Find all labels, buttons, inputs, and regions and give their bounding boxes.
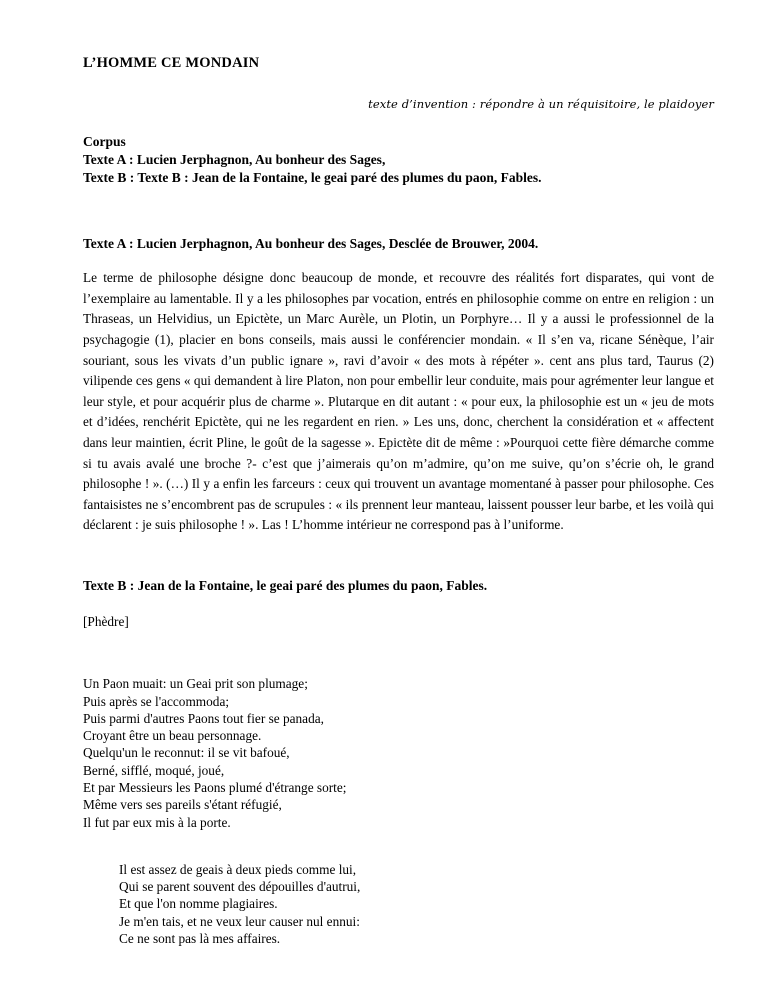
poem-line: Il est assez de geais à deux pieds comme lui, <box>119 861 357 877</box>
corpus-label: Corpus <box>83 134 126 150</box>
poem-line: Et que l'on nomme plagiaires. <box>119 896 278 912</box>
poem-line: Quelqu'un le reconnut: il se vit bafoué, <box>83 745 290 761</box>
poem-line: Berné, sifflé, moqué, joué, <box>83 762 225 778</box>
poem-line: Un Paon muait: un Geai prit son plumage; <box>83 676 308 692</box>
poem-stanza-1 <box>83 675 714 831</box>
texte-a-heading: Texte A : Lucien Jerphagnon, Au bonheur des Sages, Desclée de Brouwer, 2004. <box>83 235 539 251</box>
poem-line: Je m'en tais, et ne veux leur causer nul ennui: <box>119 913 360 929</box>
poem-line: Croyant être un beau personnage. <box>83 728 262 744</box>
corpus-entry-a: Texte A : Lucien Jerphagnon, Au bonheur des Sages, <box>83 152 386 167</box>
page-title: L’HOMME CE MONDAIN <box>83 55 260 71</box>
texte-b-heading: Texte B : Jean de la Fontaine, le geai paré des plumes du paon, Fables. <box>83 578 488 594</box>
poem-line: Et par Messieurs les Paons plumé d'étrange sorte; <box>83 779 347 795</box>
poem-line: Il fut par eux mis à la porte. <box>83 814 231 830</box>
corpus-entry-b: Texte B : Texte B : Jean de la Fontaine, le geai paré des plumes du paon, Fables. <box>83 169 542 185</box>
corpus-block <box>83 133 714 186</box>
poem-stanza-2 <box>119 861 714 947</box>
poem-line: Même vers ses pareils s'étant réfugié, <box>83 797 282 813</box>
document-content <box>83 55 714 947</box>
invention-note: texte d’invention : répondre à un réquisitoire, le plaidoyer <box>368 97 714 112</box>
poem-line: Ce ne sont pas là mes affaires. <box>119 930 281 946</box>
texte-b-source-note: [Phèdre] <box>83 613 129 629</box>
poem-line: Puis parmi d'autres Paons tout fier se panada, <box>83 710 324 726</box>
poem-line: Puis après se l'accommoda; <box>83 693 230 709</box>
poem-line: Qui se parent souvent des dépouilles d'autrui, <box>119 879 361 895</box>
texte-a-body: Le terme de philosophe désigne donc beaucoup de monde, et recouvre des réalités fort disparates, qui vont de l’exemplaire au lamentable. Il y a les philosophes par vocation, entrés en philosophie comme on entre en religion : un Thraseas, un Helvidius, un Epictète, un Marc Aurèle, un Plotin, un Porphyre… Il y a aussi le professionnel de la psychagogie (1), placier en bons conseils, mais aussi le conférencier mondain. « Il s’en va, ricane Sénèque, l’air souriant, sous les vivats d’un public ignare », ravi d’avoir « des mots à répéter ». cent ans plus tard, Taurus (2) vilipende ces gens « qui demandent à lire Platon, non pour embellir leur conduite, mais pour agrémenter leur langue et leur style, et pour acquérir plus de charme ». Plutarque en dit autant : « pour eux, la philosophie est un « jeu de mots et d’idées, renchérit Epictète, qui ne les regardent en rien. » Les uns, donc, cherchent la considération et « affectent dans leur maintien, écrit Pline, le goût de la sagesse ». Epictète dit de même : »Pourquoi cette fière démarche comme si tu avais avalé une broche ?- c’est que j’aimerais qu’on m’admire, qu’on me suive, qu’on s’écrie oh, le grand philosophe ! ». (…) Il y a enfin les farceurs : ceux qui trouvent un avantage momentané à passer pour philosophe. Ces fantaisistes ne s’encombrent pas de scrupules : « ils prennent leur manteau, laissent pousser leur barbe, et les voilà qui déclarent : je suis philosophe ! ». Las ! L’homme intérieur ne correspond pas à l’uniforme. <box>83 270 714 533</box>
